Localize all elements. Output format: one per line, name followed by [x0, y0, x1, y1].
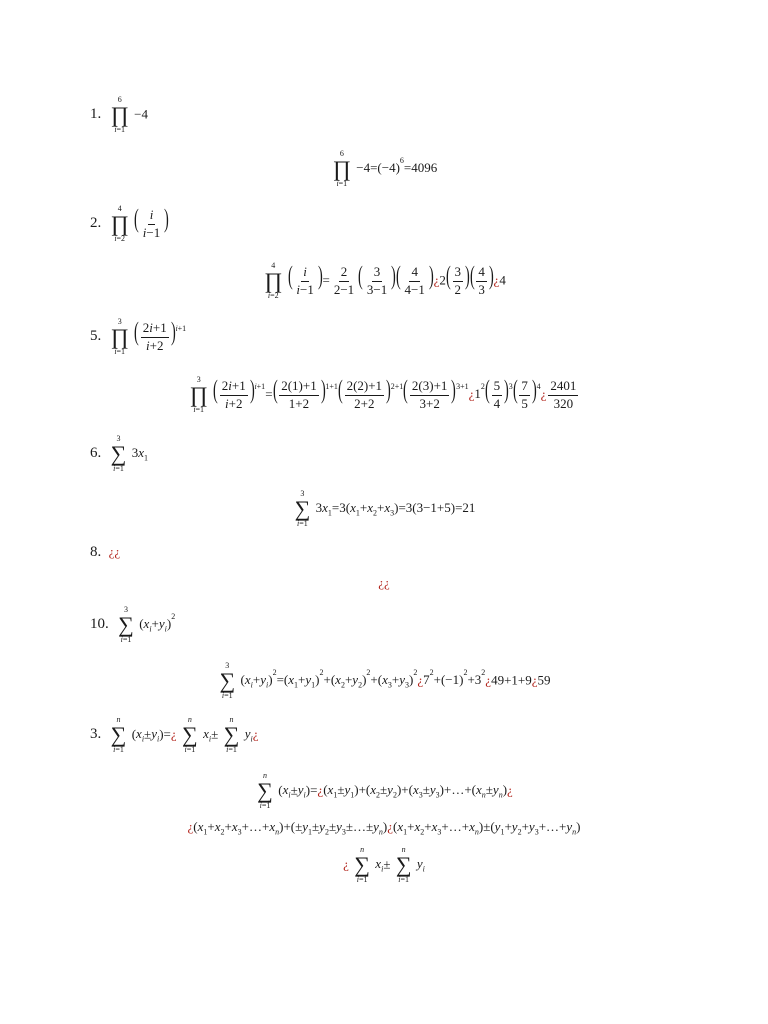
solution-1: 6 ∏ i=1 $-4=(-4)^6=4096$: [332, 149, 438, 189]
solution-2: 4 ∏ i=2 ( $\frac{i}{i-1}$ )= $\frac{2}{2-1}$ ( $\frac{3}{3-1}$ )( $\frac{4}{4-1}$ )¿2( $\frac{3}{2}$ )( $\frac{4}{3}$ )¿4: [264, 261, 506, 301]
problem-1: 1. 6 ∏ i=1 −4: [90, 95, 148, 135]
solution-10: 3 ∑ i=1 $(x_i+y_i)^2=(x_1+y_1)^2+(x_2+y_2)^2+(x_3+y_3)^2¿7^2+(-1)^2+3^2¿49+1+9¿59$: [219, 661, 551, 701]
problem-number: 1.: [90, 106, 102, 123]
sum-operator: n ∑ i=1: [223, 715, 240, 755]
sum-operator: 3 ∑ i=1: [118, 605, 134, 645]
problem-number: 6.: [90, 445, 102, 462]
solution-8: ¿¿: [378, 575, 390, 590]
product-operator: 6 ∏ i=1: [332, 149, 351, 189]
solution-3-line-2: ¿$(x_1+x_2+x_3+\dots+x_n)+(\pm y_1\pm y_2\pm y_3\pm\dots\pm y_n)¿(x_1+x_2+x_3+\dots+x_n)\pm(y_1+y_2+y_3+\dots+y_n)$: [187, 819, 581, 837]
problem-3: 3. n ∑ i=1 $(x_i\pm y_i)=¿$ n ∑ i=1 $x_i\pm$ n ∑ i=1 $y_i¿$: [90, 715, 259, 755]
sum-operator: n ∑ i=1: [110, 715, 127, 755]
solution-5: 3 ∏ i=1 ( $\frac{2i+1}{i+2}$ )$^{i+1}$=( $\frac{2(1)+1}{1+2}$ )$^{1+1}$( $\frac{2(2)+1}{2+2}$ )$^{2+1}$( $\frac{2(3)+1}{3+2}$ )$^{3+1}¿1^2$( $\frac{5}{4}$ )$^3$( $\frac{7}{5}$ )$^4$¿ $\frac{2401}{320}$: [189, 375, 577, 415]
problem-number: 8.: [90, 544, 102, 560]
product-operator: 4 ∏ i=2: [110, 204, 129, 244]
problem-6: 6. 3 ∑ i=1 $3x_1$: [90, 434, 148, 474]
product-operator: 6 ∏ i=1: [110, 95, 129, 135]
problem-number: 5.: [90, 328, 102, 345]
problem-number: 2.: [90, 215, 102, 232]
sum-operator: n ∑ i=1: [354, 845, 370, 885]
product-operator: 3 ∏ i=1: [189, 375, 208, 415]
solution-6: 3 ∑ i=1 $3x_1=3(x_1+x_2+x_3)=3(3-1+5)=21$: [294, 489, 476, 529]
sum-operator: n ∑ i=1: [395, 845, 412, 885]
problem-5: 5. 3 ∏ i=1 ( $\frac{2i+1}{i+2}$ )$^{i+1}$: [90, 317, 187, 357]
problem-8: 8. ¿¿: [90, 544, 121, 560]
problem-10: 10. 3 ∑ i=1 $(x_i+y_i)^2$: [90, 605, 176, 645]
sum-operator: 3 ∑ i=1: [110, 434, 127, 474]
solution-3-line-1: n ∑ i=1 $(x_i\pm y_i)=¿(x_1\pm y_1)+(x_2\pm y_2)+(x_3\pm y_3)+\dots+(x_n\pm y_n)¿$: [257, 771, 513, 811]
problem-number: 10.: [90, 616, 109, 633]
problem-2: 2. 4 ∏ i=2 ( $\frac{i}{i-1}$ ): [90, 204, 169, 244]
sum-operator: 3 ∑ i=1: [219, 661, 236, 701]
problem-number: 3.: [90, 726, 102, 743]
sum-operator: n ∑ i=1: [257, 771, 273, 811]
product-operator: 4 ∏ i=2: [264, 261, 283, 301]
sum-operator: n ∑ i=1: [182, 715, 198, 755]
product-operator: 3 ∏ i=1: [110, 317, 129, 357]
sum-operator: 3 ∑ i=1: [294, 489, 311, 529]
solution-3-line-3: ¿ n ∑ i=1 $x_i\pm$ n ∑ i=1 $y_i$: [343, 845, 425, 885]
